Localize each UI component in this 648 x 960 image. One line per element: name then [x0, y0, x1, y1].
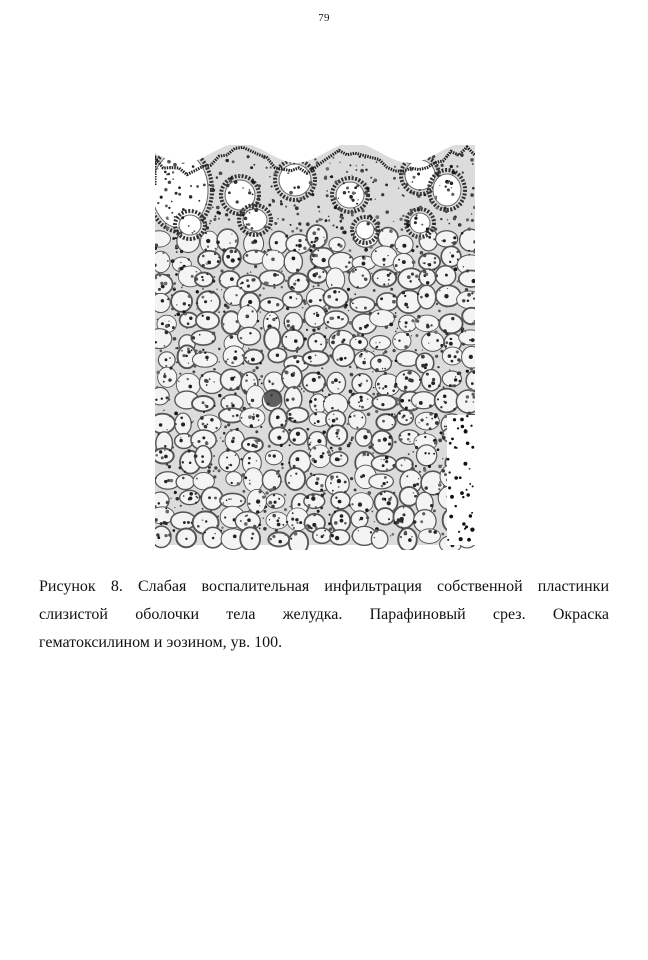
micrograph-image	[155, 115, 475, 550]
figure-caption	[39, 573, 609, 657]
caption-line-3: гематоксилином и эозином, ув. 100.	[39, 634, 283, 651]
page-number: 79	[318, 12, 330, 24]
caption-line-1: Рисунок 8. Слабая воспалительная инфильтрация собственной пластинки	[39, 578, 609, 595]
caption-line-2: слизистой оболочки тела желудка. Парафиновый срез. Окраска	[39, 606, 609, 623]
histology-micrograph	[155, 115, 475, 550]
